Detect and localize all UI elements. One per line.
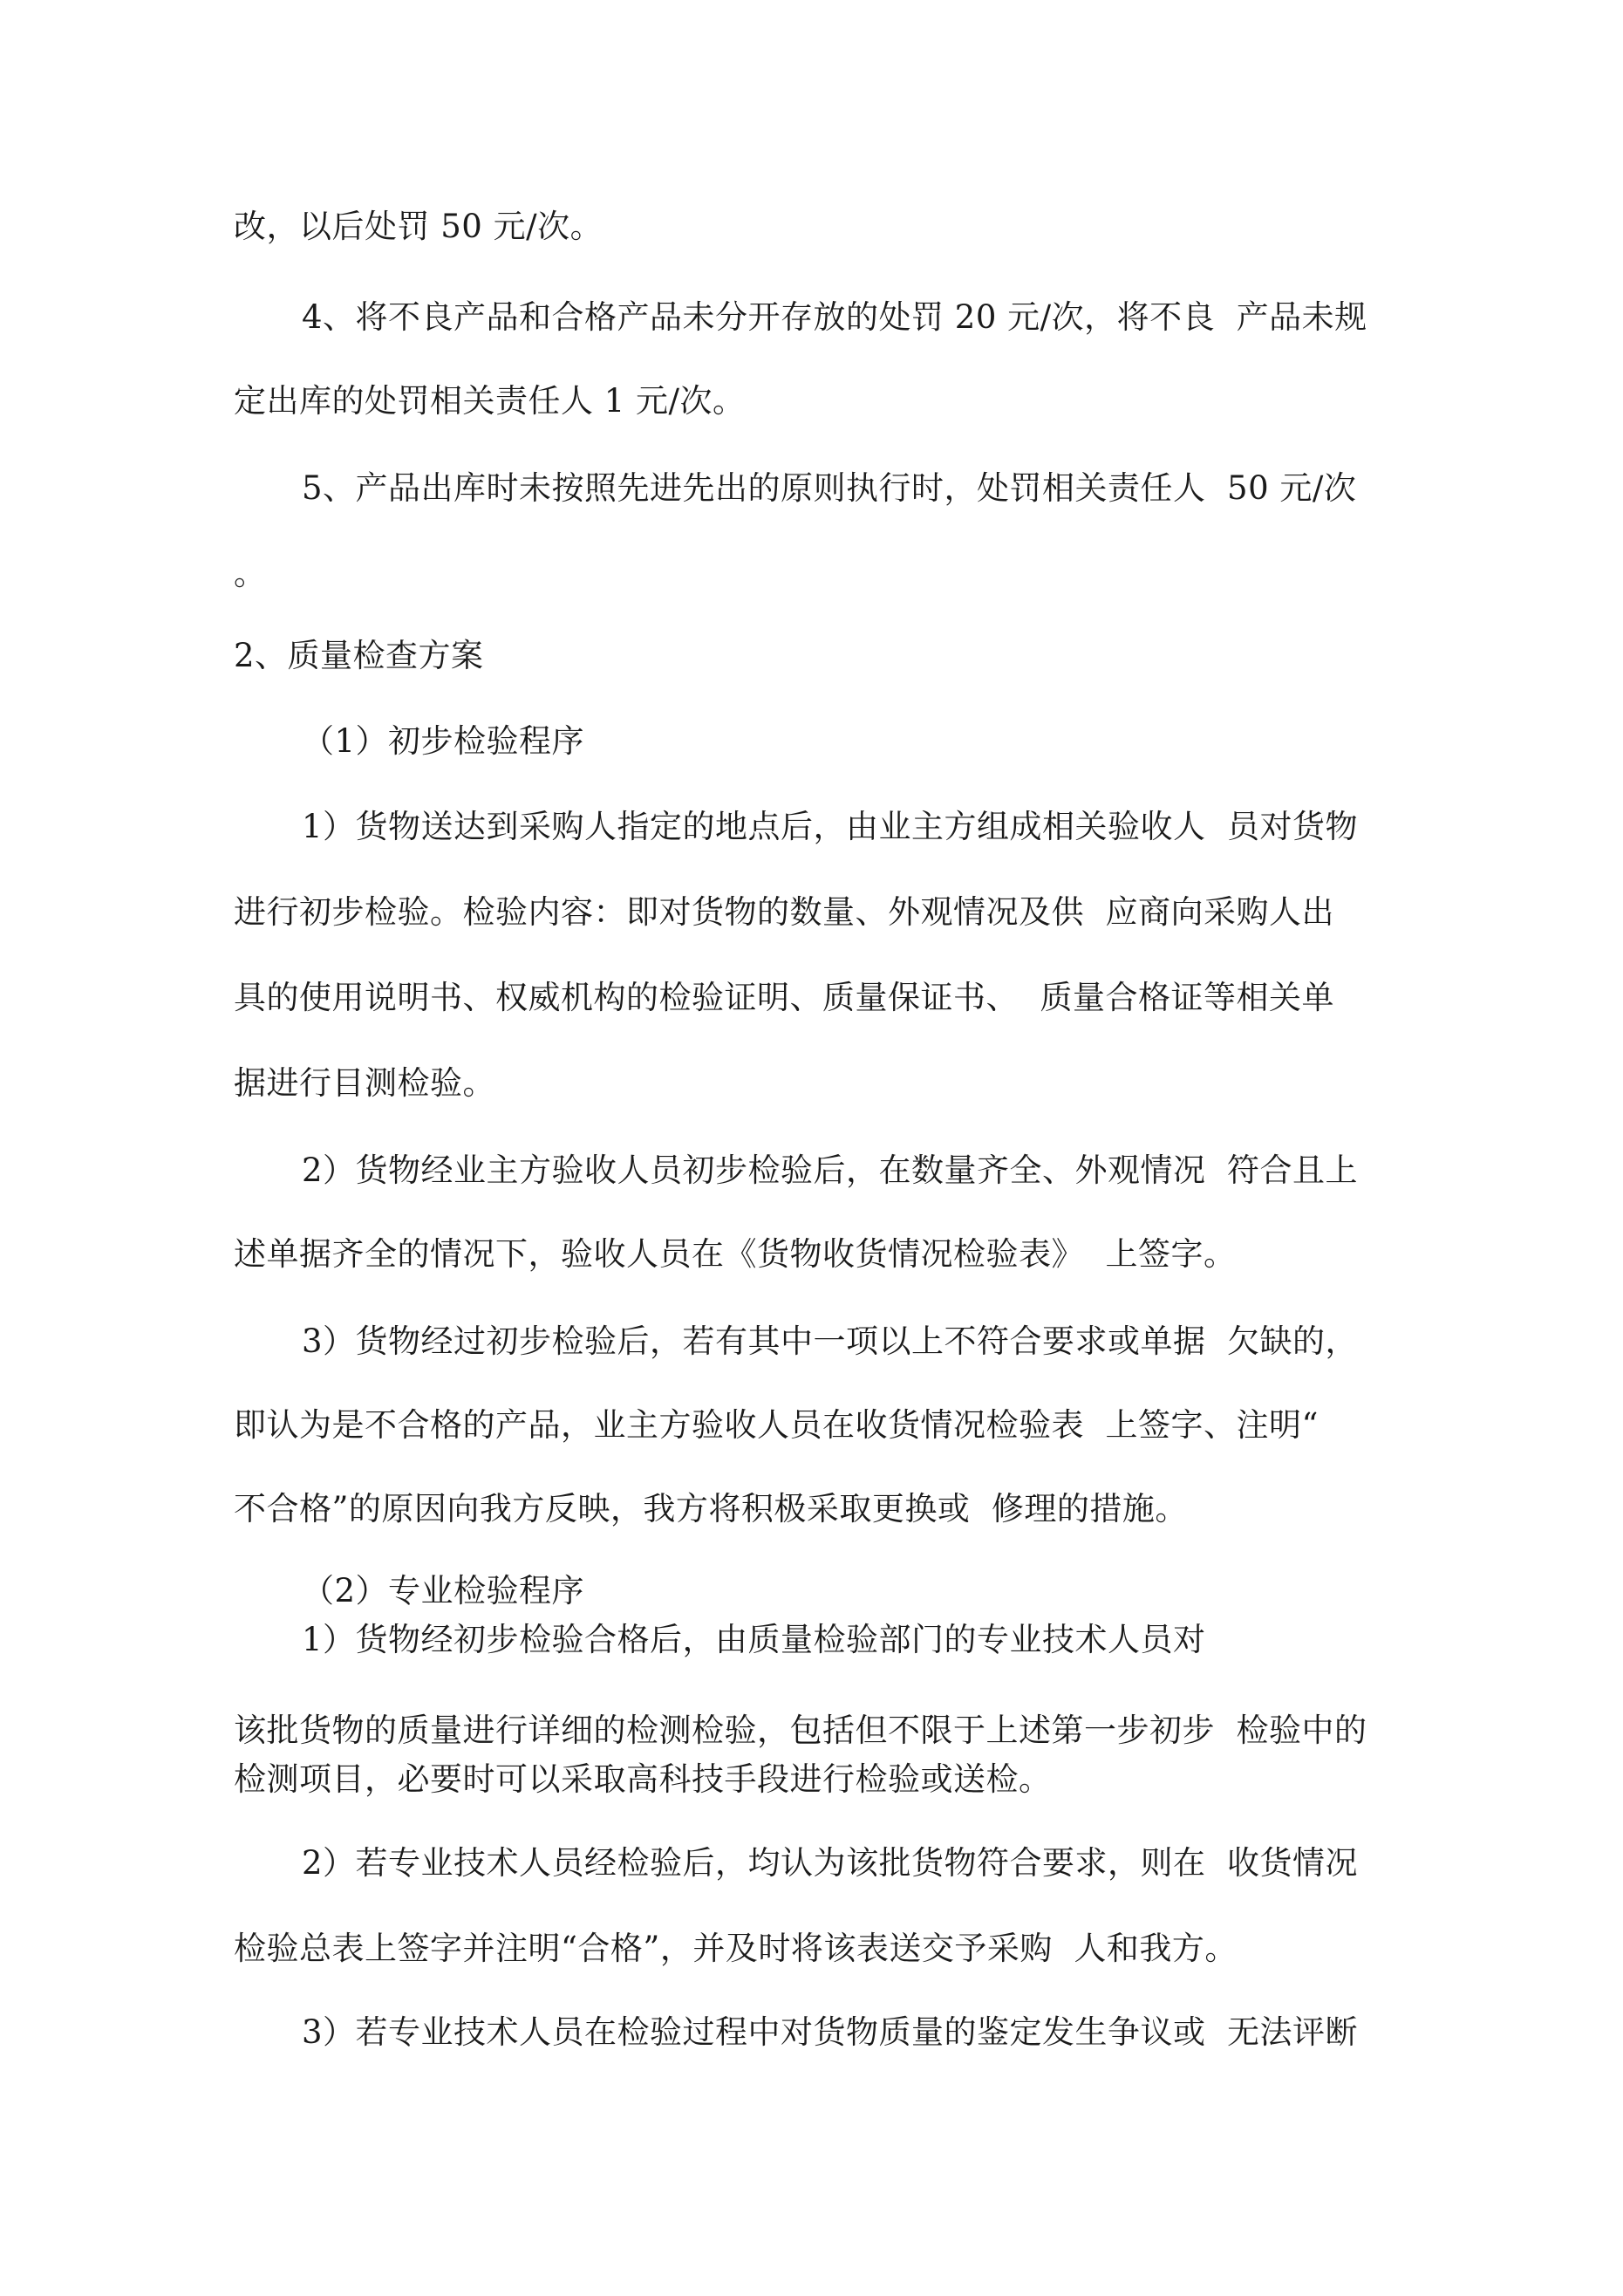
text-line-9: 进行初步检验。检验内容：即对货物的数量、外观情况及供 应商向采购人出 — [234, 893, 1335, 931]
subsection-heading-2: （2）专业检验程序 — [302, 1572, 585, 1609]
text-line-14: 3）货物经过初步检验后，若有其中一项以上不符合要求或单据 欠缺的， — [302, 1322, 1359, 1360]
text-line-22: 检验总表上签字并注明“合格”，并及时将该表送交予采购 人和我方。 — [234, 1930, 1238, 1967]
text-line-13: 述单据齐全的情况下，验收人员在《货物收货情况检验表》 上签字。 — [234, 1235, 1237, 1273]
text-line-23: 3）若专业技术人员在检验过程中对货物质量的鉴定发生争议或 无法评断 — [302, 2013, 1359, 2051]
text-line-11: 据进行目测检验。 — [234, 1064, 495, 1102]
text-line-1: 改，以后处罚 50 元/次。 — [234, 208, 604, 245]
text-line-5: 。 — [234, 555, 267, 592]
subsection-heading-1: （1）初步检验程序 — [302, 722, 585, 760]
text-line-18: 1）货物经初步检验合格后，由质量检验部门的专业技术人员对 — [302, 1621, 1206, 1658]
text-line-12: 2）货物经业主方验收人员初步检验后，在数量齐全、外观情况 符合且上 — [302, 1151, 1359, 1189]
section-heading: 2、质量检查方案 — [234, 637, 484, 674]
text-line-3: 定出库的处罚相关责任人 1 元/次。 — [234, 382, 746, 420]
text-line-10: 具的使用说明书、权威机构的检验证明、质量保证书、 质量合格证等相关单 — [234, 979, 1335, 1016]
text-line-19: 该批货物的质量进行详细的检测检验，包括但不限于上述第一步初步 检验中的 — [234, 1712, 1367, 1749]
text-line-20: 检测项目，必要时可以采取高科技手段进行检验或送检。 — [234, 1760, 1052, 1798]
text-line-2: 4、将不良产品和合格产品未分开存放的处罚 20 元/次，将不良 产品未规 — [302, 298, 1367, 336]
text-line-4: 5、产品出库时未按照先进先出的原则执行时，处罚相关责任人 50 元/次 — [302, 469, 1357, 507]
text-line-15: 即认为是不合格的产品，业主方验收人员在收货情况检验表 上签字、注明“ — [234, 1406, 1319, 1444]
text-line-8: 1）货物送达到采购人指定的地点后，由业主方组成相关验收人 员对货物 — [302, 808, 1359, 845]
text-line-21: 2）若专业技术人员经检验后，均认为该批货物符合要求，则在 收货情况 — [302, 1844, 1359, 1882]
text-line-16: 不合格”的原因向我方反映，我方将积极采取更换或 修理的措施。 — [234, 1490, 1188, 1527]
